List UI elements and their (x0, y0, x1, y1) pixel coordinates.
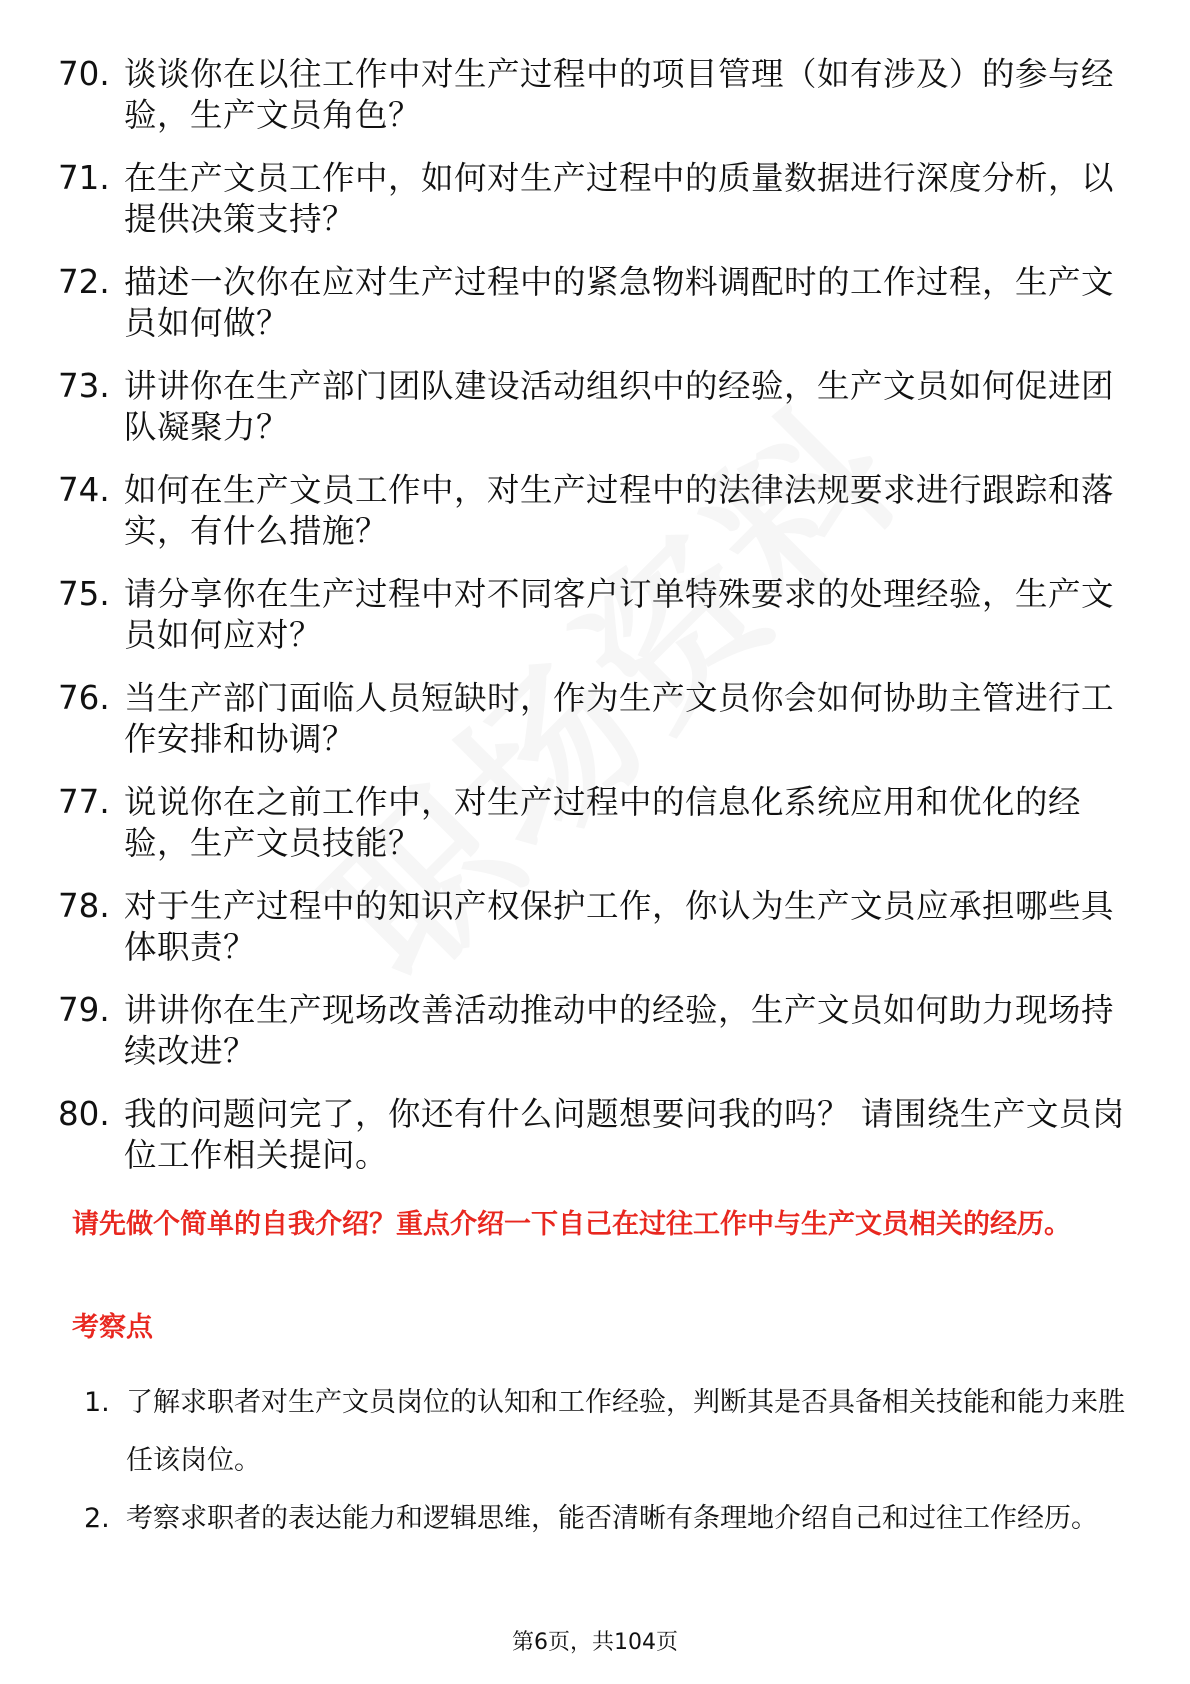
question-item (58, 574, 1128, 656)
question-number: 73. (58, 367, 110, 405)
question-item (58, 54, 1128, 136)
point-number: 1. (84, 1387, 110, 1418)
point-text: 了解求职者对生产文员岗位的认知和工作经验，判断其是否具备相关技能和能力来胜任该岗位。 (126, 1387, 1125, 1476)
question-number: 74. (58, 471, 110, 509)
question-number: 75. (58, 575, 110, 613)
question-text: 当生产部门面临人员短缺时，作为生产文员你会如何协助主管进行工作安排和协调？ (124, 679, 1115, 758)
question-number: 70. (58, 55, 110, 93)
question-text: 对于生产过程中的知识产权保护工作，你认为生产文员应承担哪些具体职责？ (124, 887, 1115, 966)
question-number: 79. (58, 991, 110, 1029)
question-number: 71. (58, 159, 110, 197)
assessment-points-list (84, 1374, 1129, 1548)
question-item (58, 1094, 1128, 1176)
page-footer: 第6页，共104页 (512, 1630, 678, 1655)
question-text: 在生产文员工作中，如何对生产过程中的质量数据进行深度分析，以提供决策支持？ (124, 159, 1115, 238)
question-item (58, 470, 1128, 552)
question-text: 讲讲你在生产现场改善活动推动中的经验，生产文员如何助力现场持续改进？ (124, 991, 1115, 1070)
question-number: 77. (58, 783, 110, 821)
question-number: 80. (58, 1095, 110, 1133)
question-number: 72. (58, 263, 110, 301)
assessment-points-label: 考察点 (72, 1312, 153, 1343)
assessment-point (84, 1374, 1129, 1490)
question-item (58, 782, 1128, 864)
point-text: 考察求职者的表达能力和逻辑思维，能否清晰有条理地介绍自己和过往工作经历。 (126, 1503, 1098, 1534)
question-item (58, 158, 1128, 240)
question-item (58, 990, 1128, 1072)
question-number: 76. (58, 679, 110, 717)
intro-question-heading: 请先做个简单的自我介绍？重点介绍一下自己在过往工作中与生产文员相关的经历。 (72, 1209, 1071, 1240)
question-text: 如何在生产文员工作中，对生产过程中的法律法规要求进行跟踪和落实，有什么措施？ (124, 471, 1115, 550)
question-item (58, 886, 1128, 968)
assessment-point (84, 1490, 1129, 1548)
question-item (58, 678, 1128, 760)
question-text: 谈谈你在以往工作中对生产过程中的项目管理（如有涉及）的参与经验，生产文员角色？ (124, 55, 1115, 134)
question-number: 78. (58, 887, 110, 925)
question-list (58, 54, 1128, 1198)
question-text: 说说你在之前工作中，对生产过程中的信息化系统应用和优化的经验，生产文员技能？ (124, 783, 1082, 862)
question-text: 请分享你在生产过程中对不同客户订单特殊要求的处理经验，生产文员如何应对？ (124, 575, 1115, 654)
question-text: 我的问题问完了，你还有什么问题想要问我的吗？ 请围绕生产文员岗位工作相关提问。 (124, 1095, 1125, 1174)
question-item (58, 262, 1128, 344)
question-text: 描述一次你在应对生产过程中的紧急物料调配时的工作过程，生产文员如何做？ (124, 263, 1115, 342)
question-text: 讲讲你在生产部门团队建设活动组织中的经验，生产文员如何促进团队凝聚力？ (124, 367, 1115, 446)
point-number: 2. (84, 1503, 110, 1534)
question-item (58, 366, 1128, 448)
